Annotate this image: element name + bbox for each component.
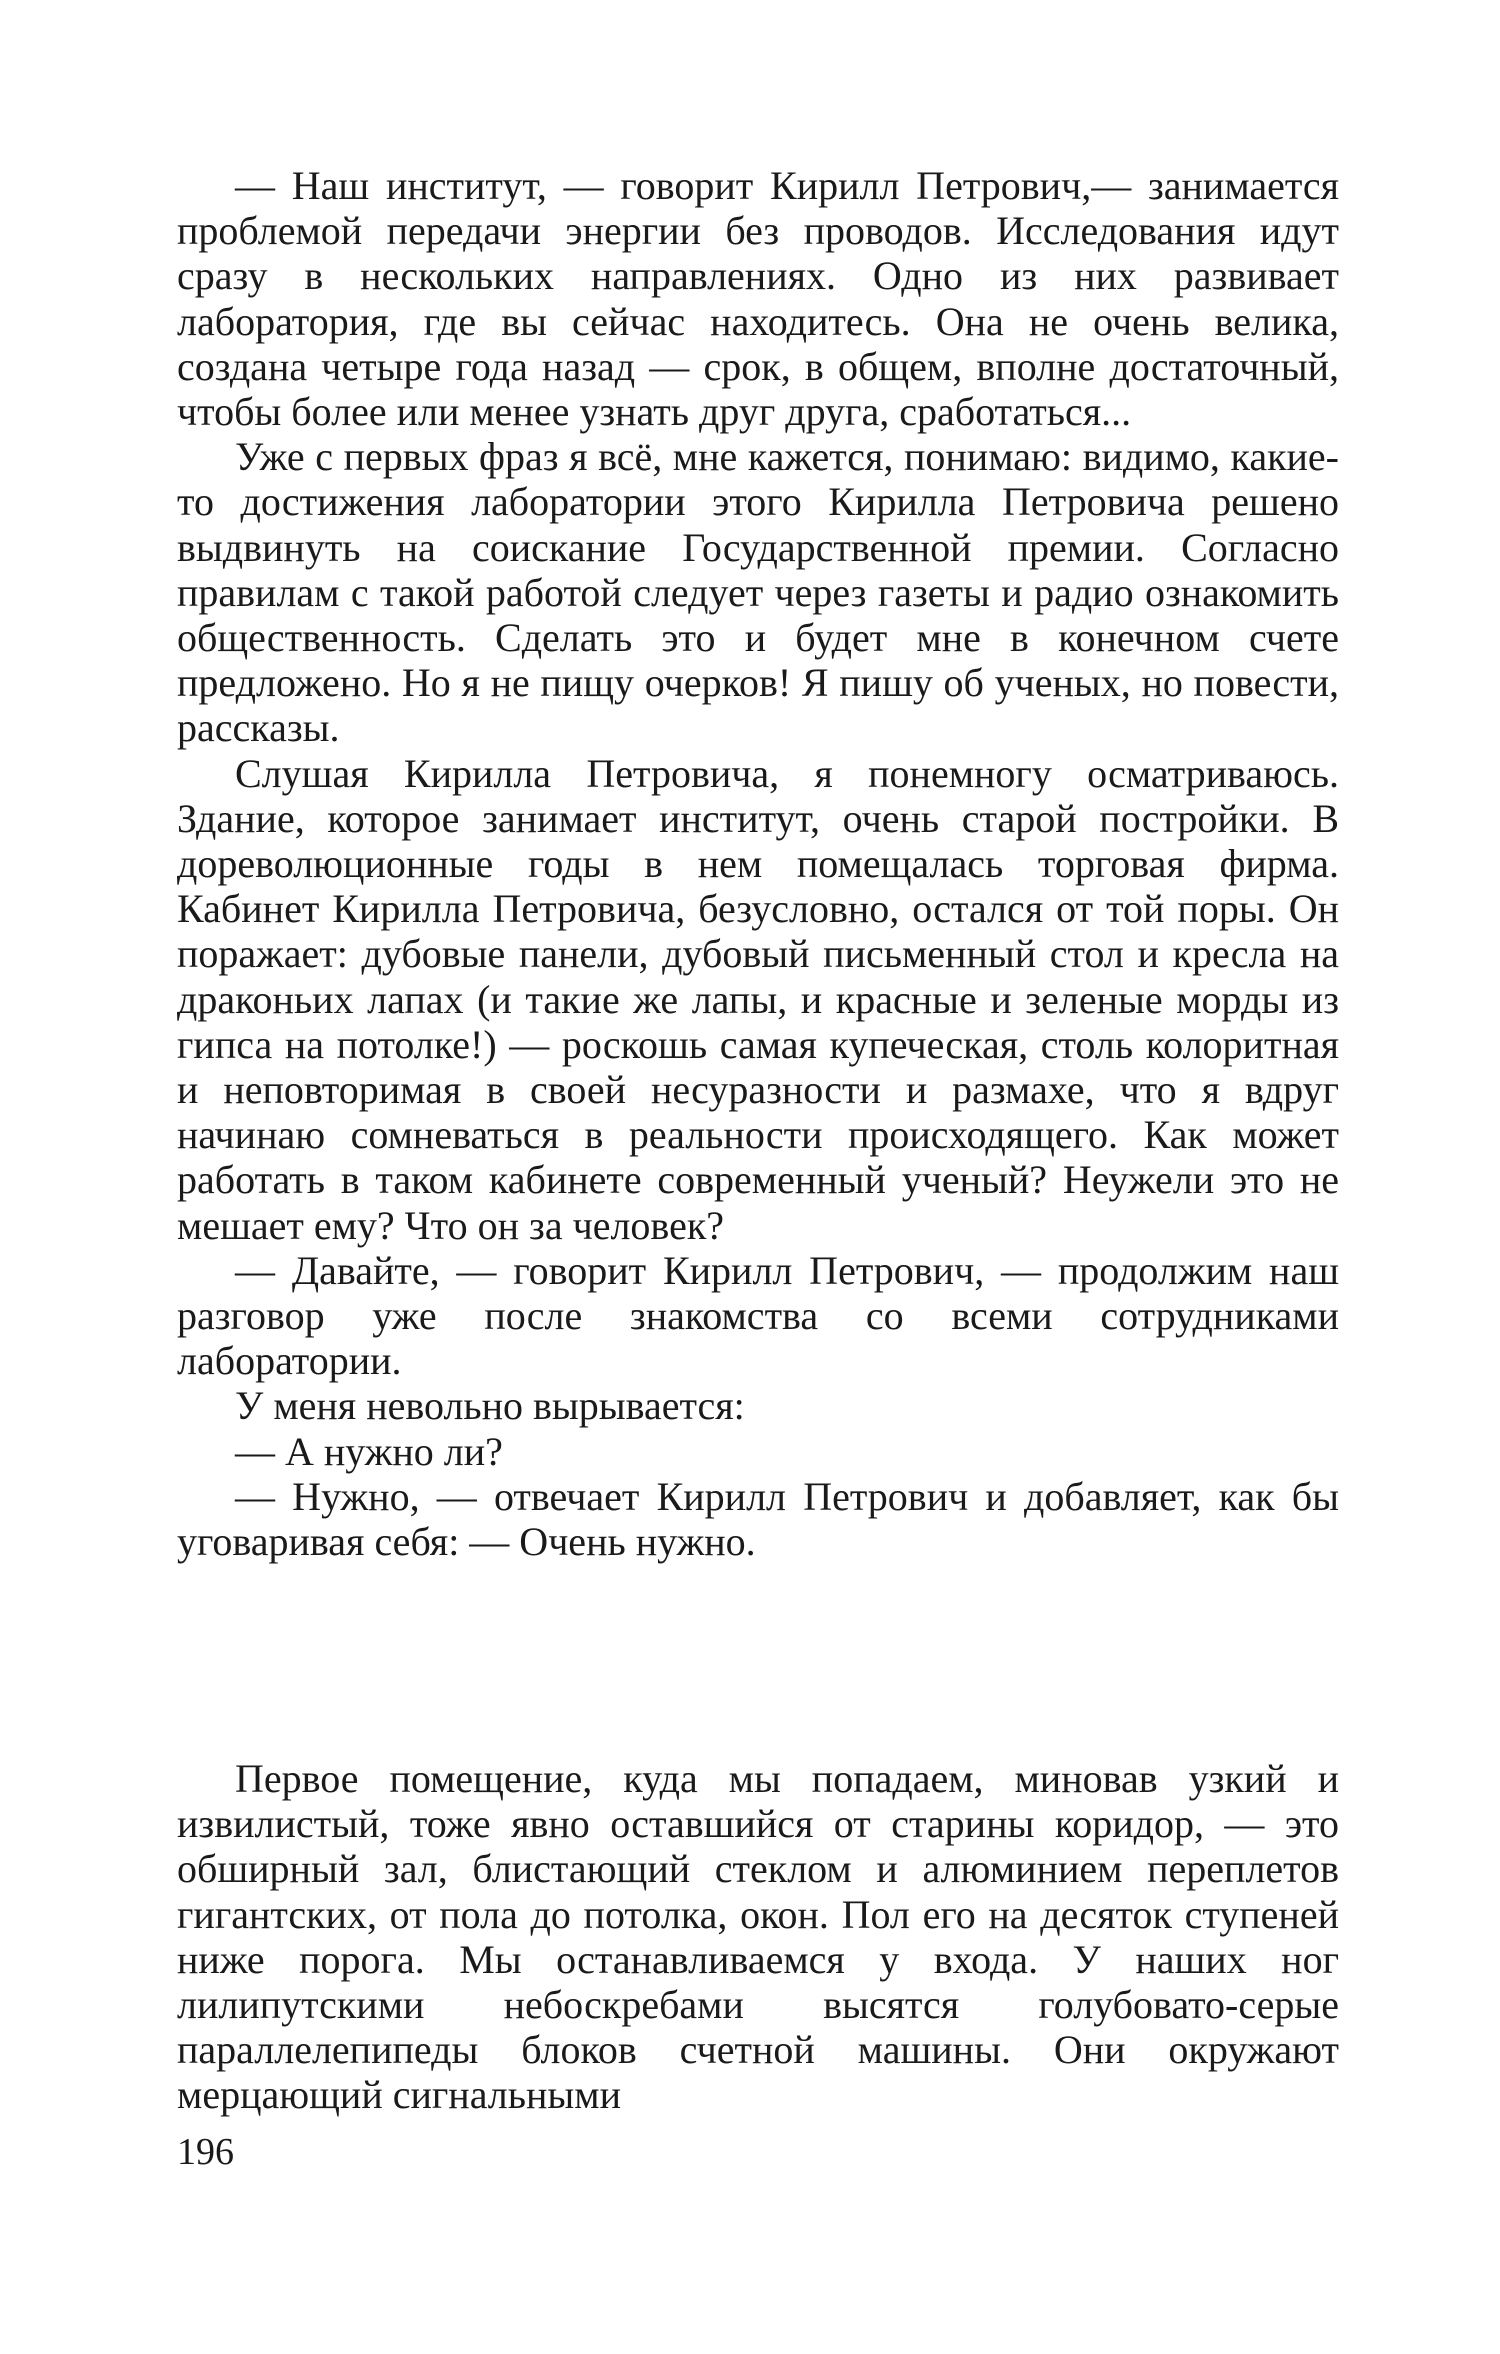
paragraph: — Давайте, — говорит Кирилл Петрович, — продолжим наш разговор уже после знакомства со всеми сотрудниками лаборатории.: [177, 1247, 1339, 1384]
paragraph: У меня невольно вырывается:: [235, 1383, 745, 1429]
paragraph: — А нужно ли?: [235, 1428, 503, 1474]
text-section-1: [177, 163, 1339, 1564]
paragraph: Слушая Кирилла Петровича, я понемногу осматриваюсь. Здание, которое занимает институт, очень старой постройки. В дореволюционные годы в нем помещалась торговая фирма. Кабинет Кирилла Петровича, безусловно, остался от той поры. Он поражает: дубовые панели, дубовый письменный стол и кресла на драконьих лапах (и такие же лапы, и красные и зеленые морды из гипса на потолке!) — роскошь самая купеческая, столь колоритная и неповторимая в своей несуразности и размахе, что я вдруг начинаю сомневаться в реальности происходящего. Как может работать в таком кабинете современный ученый? Неужели это не мешает ему? Что он за человек?: [177, 750, 1339, 1248]
paragraph: Уже с первых фраз я всё, мне кажется, понимаю: видимо, какие-то достижения лаборатории этого Кирилла Петровича решено выдвинуть на соискание Государственной премии. Согласно правилам с такой работой следует через газеты и радио ознакомить общественность. Сделать это и будет мне в конечном счете предложено. Но я не пищу очерков! Я пишу об ученых, но повести, рассказы.: [177, 434, 1339, 751]
paragraph: — Нужно, — отвечает Кирилл Петрович и добавляет, как бы уговаривая себя: — Очень нужно.: [177, 1473, 1339, 1565]
page-number: 196: [177, 2131, 234, 2173]
paragraph: — Наш институт, — говорит Кирилл Петрович,— занимается проблемой передачи энергии без проводов. Исследования идут сразу в нескольких направлениях. Одно из них развивает лаборатория, где вы сейчас находитесь. Она не очень велика, создана четыре года назад — срок, в общем, вполне достаточный, чтобы более или менее узнать друг друга, сработаться...: [177, 163, 1339, 435]
paragraph: Первое помещение, куда мы попадаем, миновав узкий и извилистый, тоже явно оставшийся от старины коридор, — это обширный зал, блистающий стеклом и алюминием переплетов гигантских, от пола до потолка, окон. Пол его на десяток ступеней ниже порога. Мы останавливаемся у входа. У наших ног лилипутскими небоскребами высятся голубовато-серые параллелепипеды блоков счетной машины. Они окружают мерцающий сигнальными: [177, 1756, 1339, 2118]
text-section-2: [177, 1756, 1339, 2118]
